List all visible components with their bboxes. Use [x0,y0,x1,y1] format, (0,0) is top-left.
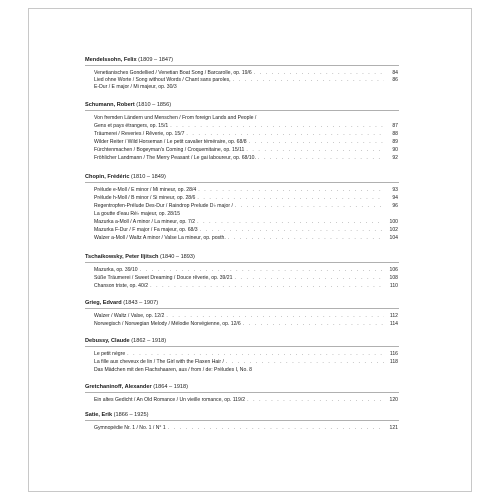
contents-entry[interactable] [94,235,398,242]
entry-page: 121 [389,425,398,431]
entry-title: Venetianisches Gondellied / Venetian Boat Song / Barcarolle, op. 19/6 [94,70,252,76]
entry-title: La fille aux cheveux de lin / The Girl with the Flaxen Hair / [94,359,224,365]
entry-page: 94 [392,195,398,201]
composer-heading [85,300,425,307]
entry-page: 102 [389,227,398,233]
composer-name: Chopin, Frédéric [85,174,130,180]
composer-rule [85,182,399,183]
entry-title: Lied ohne Worte / Song without Words / Chant sans paroles, [94,77,231,83]
contents-entry-continuation [94,84,398,91]
entry-title: Träumerei / Reveries / Rêverie, op. 15/7 [94,131,185,137]
contents-entry[interactable] [94,275,398,282]
entry-page: 86 [392,77,398,83]
dot-leader [166,313,384,320]
entry-page: 87 [392,123,398,129]
entry-title: Norwegisch / Norwegian Melody / Mélodie Norvégienne, op. 12/6 [94,321,241,327]
composer-heading [85,102,425,109]
entry-page: 110 [389,283,398,289]
entry-title: Mazurka a-Moll / A minor / La mineur, op. 7/2 [94,219,196,225]
dot-leader [228,235,384,242]
composer-heading [85,412,425,419]
composer-name: Tschaikowsky, Peter Iljitsch [85,254,159,260]
contents-entry-continuation [94,367,398,374]
page-border-top [28,8,472,9]
composer-heading [85,338,425,345]
entry-title: Ein altes Gedicht / An Old Romance / Un vieille romance, op. 119/2 [94,397,246,403]
composer-dates: (1864 – 1918) [153,384,189,390]
entry-title: Gymnopédie Nr. 1 / No. 1 / N° 1 [94,425,166,431]
entry-title: La goutte d'eau Ré♭ majeur, op. 28/15 [94,211,181,217]
dot-leader [200,227,384,234]
entry-page: 92 [392,155,398,161]
entry-title: Süße Träumerei / Sweet Dreaming / Douce rêverie, op. 39/21 [94,275,233,281]
dot-leader [197,195,384,202]
entry-title: Wilder Reiter / Wild Horseman / Le petit cavalier téméraire, op. 68/8 [94,139,247,145]
composer-name: Debussy, Claude [85,338,130,344]
dot-leader [226,359,384,366]
dot-leader [197,219,384,226]
contents-entry[interactable] [94,267,398,274]
composer-rule [85,308,399,309]
composer-heading [85,384,425,391]
entry-title: Mazurka, op. 39/10 [94,267,138,273]
dot-leader [247,397,384,404]
dot-leader [258,155,384,162]
composer-rule [85,110,399,111]
dot-leader [186,131,384,138]
contents-entry[interactable] [94,70,398,77]
composer-dates: (1843 – 1907) [123,300,159,306]
contents-entry[interactable] [94,351,398,358]
composer-rule [85,420,399,421]
contents-entry[interactable] [94,147,398,154]
entry-page: 88 [392,131,398,137]
entry-title: Walzer / Waltz / Valse, op. 12/2 [94,313,165,319]
entry-title: Das Mädchen mit den Flachshaaren, aus / from / de: Préludes I, No. 8 [94,367,252,373]
composer-rule [85,346,399,347]
contents-entry[interactable] [94,227,398,234]
entry-page: 100 [389,219,398,225]
contents-entry-continuation [94,115,398,122]
composer-name: Schumann, Robert [85,102,135,108]
composer-heading [85,254,425,261]
entry-page: 104 [389,235,398,241]
contents-entry-continuation [94,211,398,218]
dot-leader [127,351,384,358]
entry-page: 96 [392,203,398,209]
entry-page: 84 [392,70,398,76]
dot-leader [168,425,384,432]
contents-entry[interactable] [94,321,398,328]
contents-entry[interactable] [94,203,398,210]
dot-leader [254,70,384,77]
entry-title: Fröhlicher Landmann / The Merry Peasant / Le gai laboureur, op. 68/10. [94,155,256,161]
dot-leader [249,139,384,146]
entry-page: 114 [389,321,398,327]
composer-name: Grieg, Edvard [85,300,122,306]
entry-title: Prélude e-Moll / E minor / Mi mineur, op. 28/4 [94,187,197,193]
entry-title: Von fremden Ländern und Menschen / From foreign Lands and People / [94,115,257,121]
composer-rule [85,392,399,393]
entry-page: 120 [389,397,398,403]
contents-entry[interactable] [94,397,398,404]
contents-entry[interactable] [94,195,398,202]
dot-leader [140,267,384,274]
composer-dates: (1810 – 1856) [136,102,172,108]
contents-entry[interactable] [94,313,398,320]
composer-dates: (1810 – 1849) [131,174,166,180]
dot-leader [233,77,384,84]
composer-dates: (1862 – 1918) [131,338,167,344]
contents-entry[interactable] [94,219,398,226]
composer-rule [85,65,399,66]
entry-page: 116 [389,351,398,357]
entry-title: Walzer a-Moll / Waltz A minor / Valse La mineur, op. posth. [94,235,226,241]
page-border-right [471,8,472,492]
dot-leader [198,187,384,194]
page-border-bottom [28,491,472,492]
composer-dates: (1809 – 1847) [138,57,174,63]
contents-entry[interactable] [94,131,398,138]
composer-dates: (1866 – 1925) [113,412,149,418]
contents-entry[interactable] [94,77,398,84]
composer-name: Satie, Erik [85,412,113,418]
contents-entry[interactable] [94,123,398,130]
composer-name: Gretchaninoff, Alexander [85,384,152,390]
entry-title: Gens et pays étrangers, op. 15/1 [94,123,169,129]
dot-leader [246,147,384,154]
entry-page: 106 [389,267,398,273]
dot-leader [234,275,384,282]
entry-title: Mazurka F-Dur / F major / Fa majeur, op. 68/3 [94,227,198,233]
dot-leader [243,321,384,328]
entry-page: 108 [389,275,398,281]
entry-title: E-Dur / E major / Mi majeur, op. 30/3 [94,84,177,90]
composer-heading [85,174,425,181]
entry-page: 90 [392,147,398,153]
contents-entry[interactable] [94,155,398,162]
composer-rule [85,262,399,263]
dot-leader [150,283,384,290]
contents-entry[interactable] [94,283,398,290]
entry-title: Fürchtenmachen / Bogeyman's Coming / Croquemitaine, op. 15/11 [94,147,245,153]
contents-entry[interactable] [94,187,398,194]
contents-entry[interactable] [94,359,398,366]
composer-heading [85,57,425,64]
entry-page: 112 [389,313,398,319]
composer-name: Mendelssohn, Felix [85,57,137,63]
contents-entry[interactable] [94,425,398,432]
entry-page: 89 [392,139,398,145]
entry-page: 118 [389,359,398,365]
contents-entry[interactable] [94,139,398,146]
dot-leader [235,203,384,210]
entry-page: 93 [392,187,398,193]
page-border-left [28,8,29,492]
entry-title: Prélude h-Moll / B minor / Si mineur, op. 28/6 [94,195,196,201]
dot-leader [170,123,384,130]
composer-dates: (1840 – 1893) [160,254,195,260]
entry-title: Chanson triste, op. 40/2 [94,283,149,289]
entry-title: Le petit nègre [94,351,126,357]
entry-title: Regentropfen-Prélude Des-Dur / Raindrop Prelude D♭ major / [94,203,233,209]
